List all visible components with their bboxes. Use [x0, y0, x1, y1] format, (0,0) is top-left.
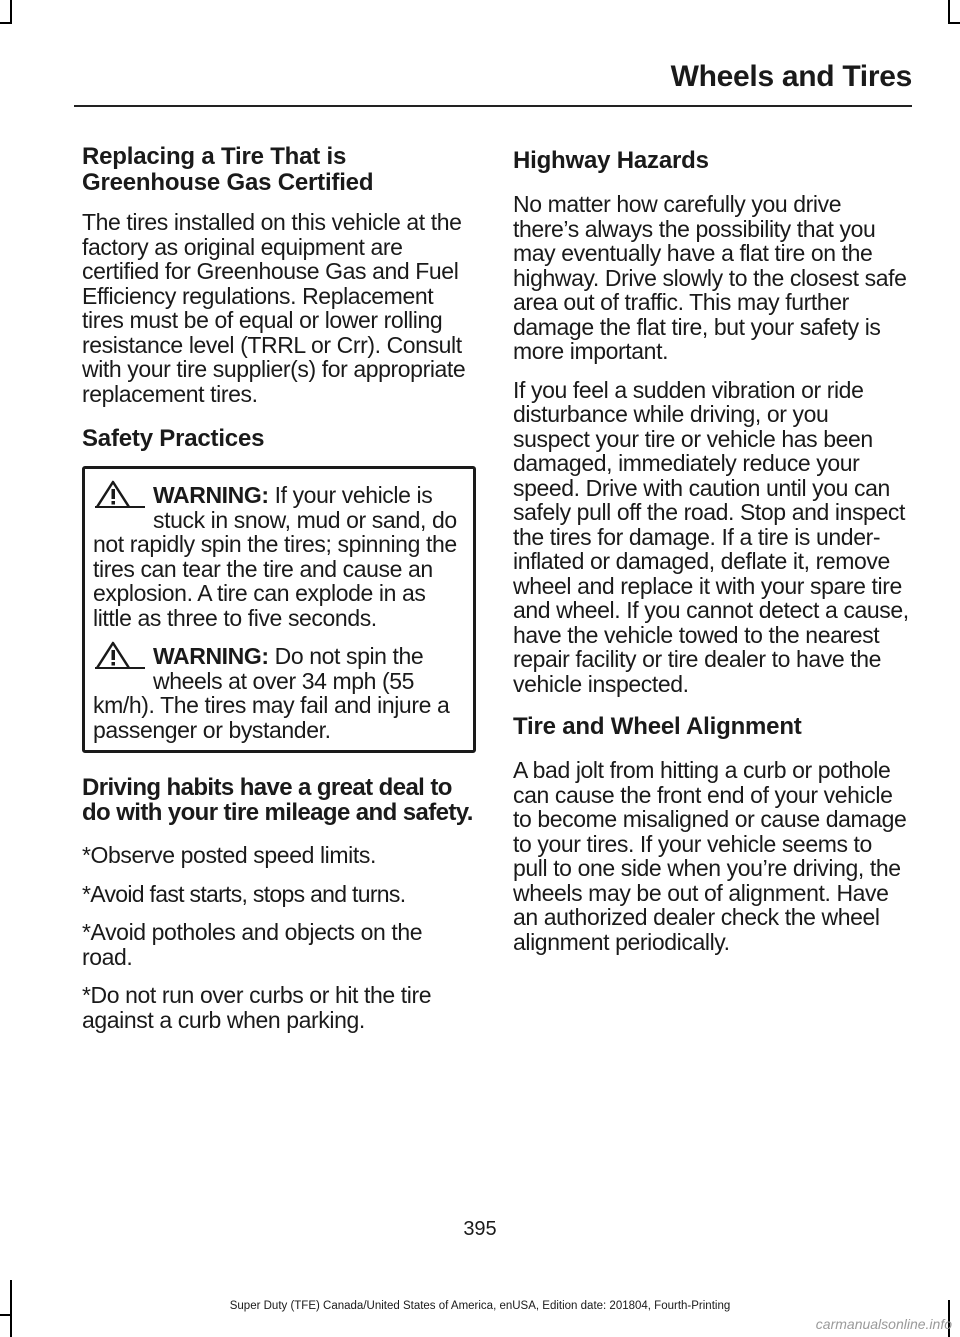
habits-heading: Driving habits have a great deal to do with your tire mileage and safety.: [82, 774, 473, 826]
warning-triangle-icon: [93, 640, 147, 670]
warning-item: [93, 483, 465, 630]
tip-item: *Observe posted speed limits.: [82, 842, 376, 868]
warning-item: [93, 644, 465, 742]
replacing-body: The tires installed on this vehicle at the factory as original equipment are certified for Greenhouse Gas and Fuel Efficiency regulations. Replacement tires must be of equal or lower rolling resistance level (TRRL or Crr). Consult with your tire supplier(s) for appropriate replacement tires.: [82, 209, 466, 407]
footer-text: Super Duty (TFE) Canada/United States of America, enUSA, Edition date: 201804, Fourth-Printing: [229, 1300, 731, 1312]
crop-mark: [948, 22, 960, 24]
alignment-body: A bad jolt from hitting a curb or pothole can cause the front end of your vehicle to become misaligned or cause damage to your tires. If your vehicle seems to pull to one side when you’re driving, the wheels may be out of alignment. Have an authorized dealer check the wheel alignment periodically.: [513, 757, 907, 955]
tip-item: *Avoid fast starts, stops and turns.: [82, 880, 406, 907]
warning-label: WARNING:: [153, 643, 269, 669]
warning-label: WARNING:: [153, 482, 269, 508]
tip-item: *Avoid potholes and objects on the road.: [82, 919, 423, 970]
crop-mark: [0, 22, 12, 24]
hazards-paragraph: No matter how carefully you drive there’s always the possibility that you may eventually have a flat tire on the highway. Drive slowly to the closest safe area out of traffic. This may further damage the flat tire, but your safety is more important.: [513, 191, 907, 364]
tip-item: *Do not run over curbs or hit the tire against a curb when parking.: [82, 982, 432, 1033]
warning-text: Do not spin the wheels at over 34 mph (55 km/h). The tires may fail and injure a passenger or bystander.: [93, 643, 450, 743]
warning-box: [82, 466, 476, 753]
alignment-heading: Tire and Wheel Alignment: [513, 713, 802, 740]
safety-heading: Safety Practices: [82, 425, 265, 452]
header-divider: [74, 105, 912, 107]
left-column: [82, 144, 474, 1046]
replacing-heading: Replacing a Tire That is Greenhouse Gas Certified: [82, 143, 374, 196]
warning-triangle-icon: [93, 479, 147, 509]
watermark: carmanualsonline.info: [815, 1316, 952, 1332]
hazards-heading: Highway Hazards: [513, 147, 709, 174]
crop-mark: [0, 1314, 12, 1316]
crop-mark: [10, 0, 12, 22]
hazards-paragraph: If you feel a sudden vibration or ride disturbance while driving, or you suspect your tire or vehicle has been damaged, immediately reduce your speed. Drive with caution until you can safely pull off the road. Stop and inspect the tires for damage. If a tire is under-inflated or damaged, deflate it, remove wheel and replace it with your spare tire and wheel. If you cannot detect a cause, have the vehicle towed to the nearest repair facility or tire dealer to have the vehicle inspected.: [513, 376, 909, 697]
page-title: Wheels and Tires: [670, 60, 912, 93]
warning-text: If your vehicle is stuck in snow, mud or sand, do not rapidly spin the tires; spinning the tires can tear the tire and cause an explosion. A tire can explode in as little as three to five seconds.: [93, 482, 457, 631]
crop-mark: [948, 0, 950, 22]
page-number: 395: [463, 1218, 497, 1240]
right-column: [513, 144, 909, 968]
